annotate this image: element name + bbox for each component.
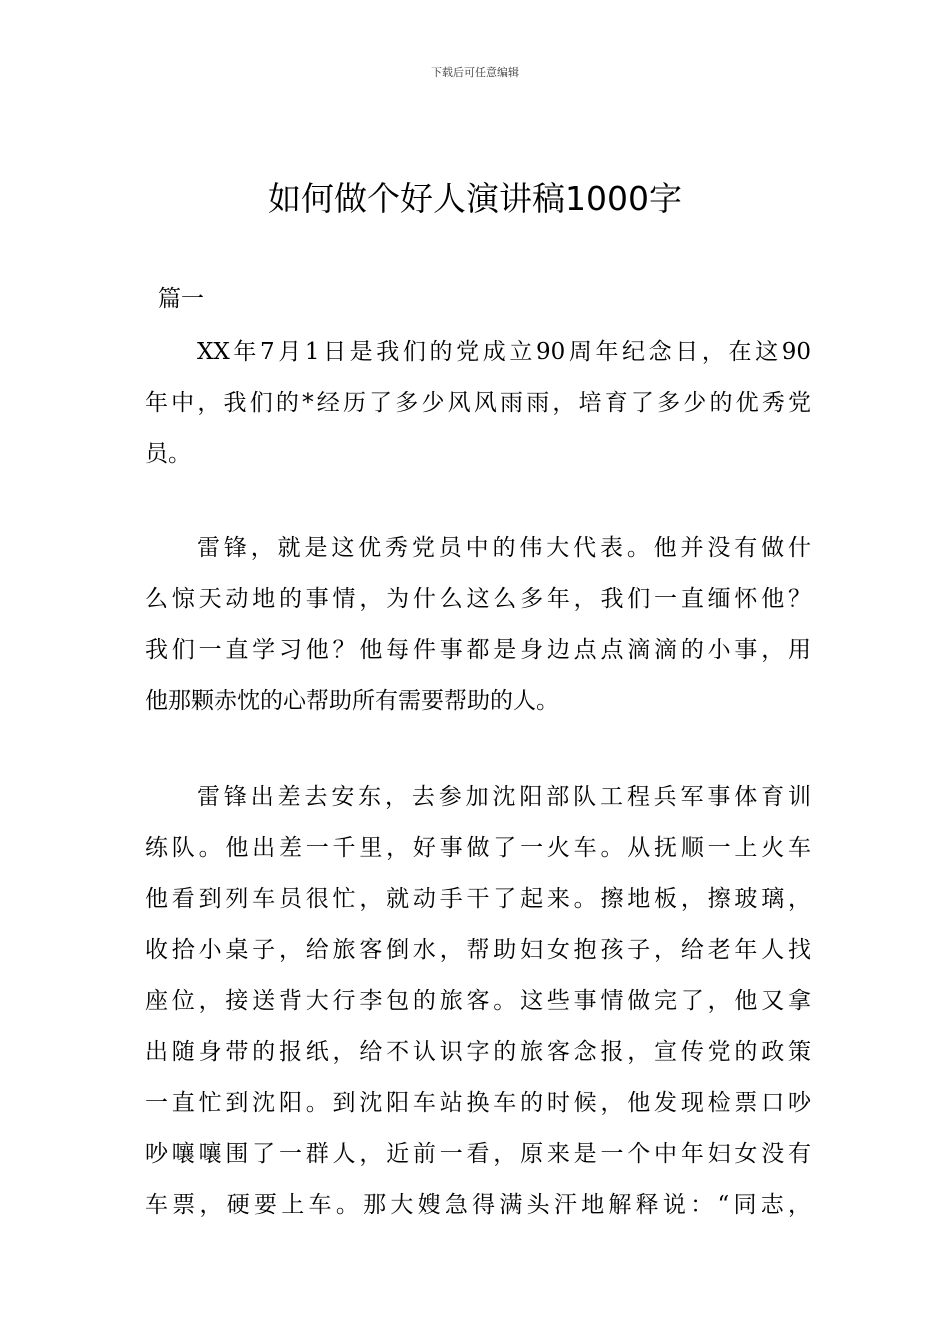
paragraph-line: 雷锋出差去安东，去参加沈阳部队工程兵军事体育训 xyxy=(197,784,811,810)
paragraph-line: 出随身带的报纸，给不认识字的旅客念报，宣传党的政策 xyxy=(145,1039,811,1065)
paragraph-line: 么惊天动地的事情，为什么这么多年，我们一直缅怀他？ xyxy=(145,586,811,612)
section-label: 篇一 xyxy=(158,286,204,312)
paragraph-3 xyxy=(145,772,811,1231)
paragraph-line: 他看到列车员很忙，就动手干了起来。擦地板，擦玻璃， xyxy=(145,886,811,912)
paragraph-line: 练队。他出差一千里，好事做了一火车。从抚顺一上火车 xyxy=(145,835,811,861)
paragraph-line: 我们一直学习他？他每件事都是身边点点滴滴的小事，用 xyxy=(145,637,811,663)
paragraph-line: 车票，硬要上车。那大嫂急得满头汗地解释说：“同志， xyxy=(145,1192,811,1218)
paragraph-line: 吵嚷嚷围了一群人，近前一看，原来是一个中年妇女没有 xyxy=(145,1141,811,1167)
paragraph-2 xyxy=(145,523,811,727)
paragraph-line: 年中，我们的*经历了多少风风雨雨，培育了多少的优秀党 xyxy=(145,390,811,416)
paragraph-1 xyxy=(145,327,811,480)
paragraph-line: 收拾小桌子，给旅客倒水，帮助妇女抱孩子，给老年人找 xyxy=(145,937,811,963)
header-note: 下载后可任意编辑 xyxy=(431,66,519,79)
paragraph-line: XX年7月1日是我们的党成立90周年纪念日，在这90 xyxy=(197,339,811,365)
paragraph-line: 员。 xyxy=(145,441,191,467)
document-title: 如何做个好人演讲稿1000字 xyxy=(268,179,682,218)
paragraph-line: 雷锋，就是这优秀党员中的伟大代表。他并没有做什 xyxy=(197,535,811,561)
paragraph-line: 座位，接送背大行李包的旅客。这些事情做完了，他又拿 xyxy=(145,988,811,1014)
paragraph-line: 他那颗赤忱的心帮助所有需要帮助的人。 xyxy=(145,688,559,714)
paragraph-line: 一直忙到沈阳。到沈阳车站换车的时候，他发现检票口吵 xyxy=(145,1090,811,1116)
